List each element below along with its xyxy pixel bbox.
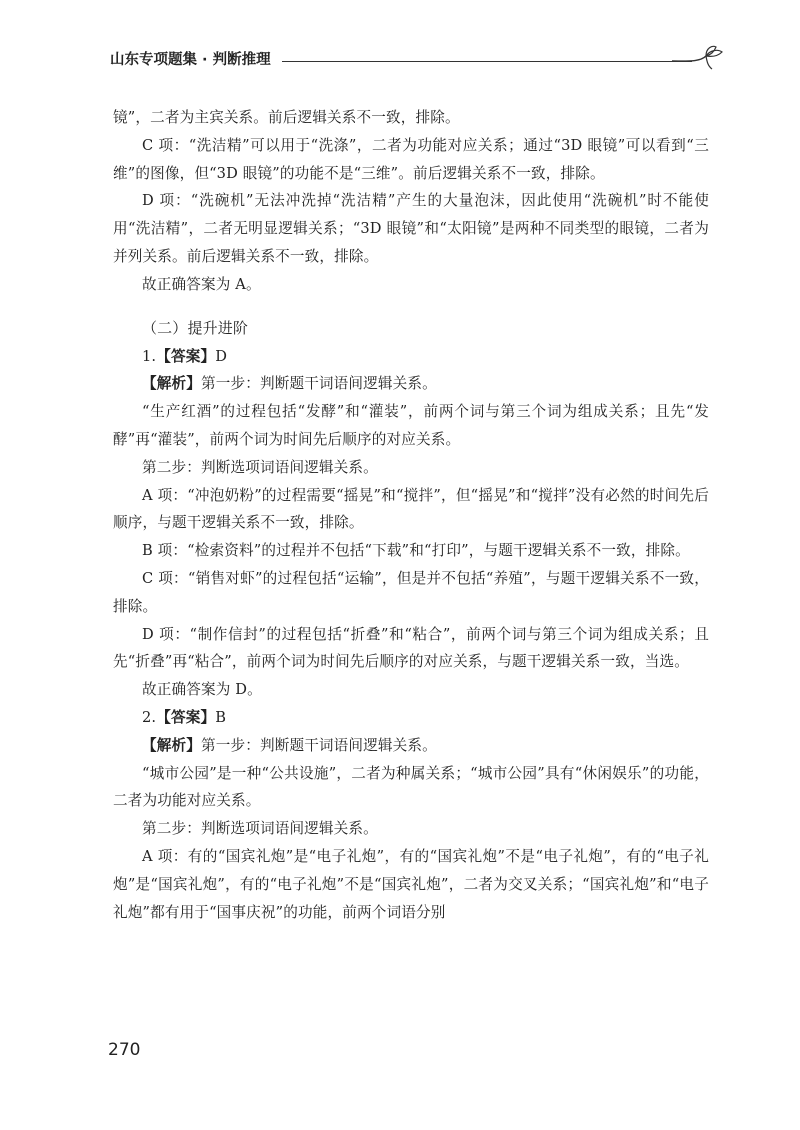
answer-tag: 【答案】: [156, 347, 216, 365]
paragraph-13: 故正确答案为 D。: [142, 681, 262, 699]
paragraph-8: 第二步：判断选项词语间逻辑关系。: [142, 458, 378, 476]
header-rule: [282, 61, 692, 62]
paragraph-2: D 项：“洗碗机”无法冲洗掉“洗洁精”产生的大量泡沫，因此使用“洗碗机”时不能使用“洗洁精”，二者无明显逻辑关系；“3D 眼镜”和“太阳镜”是两种不同类型的眼镜，二者为并列关系。前后逻辑关系不一致，排除。: [113, 192, 709, 265]
paragraph-1: C 项：“洗洁精”可以用于“洗涤”，二者为功能对应关系；通过“3D 眼镜”可以看到“三维”的图像，但“3D 眼镜”的功能不是“三维”。前后逻辑关系不一致，排除。: [113, 136, 709, 182]
analysis-line-1: 【解析】第一步：判断题干词语间逻辑关系。: [142, 375, 437, 393]
paragraph-7: “生产红酒”的过程包括“发酵”和“灌装”，前两个词与第三个词为组成关系；且先“发酵”再“灌装”，前两个词为时间先后顺序的对应关系。: [113, 403, 709, 448]
analysis-tag: 【解析】: [142, 375, 201, 393]
paragraph-0: 镜”，二者为主宾关系。前后逻辑关系不一致，排除。: [113, 109, 460, 126]
paragraph-18: A 项：有的“国宾礼炮”是“电子礼炮”，有的“国宾礼炮”不是“电子礼炮”，有的“电子礼炮”是“国宾礼炮”，有的“电子礼炮”不是“国宾礼炮”，二者为交叉关系；“国宾礼炮”和“电子礼炮”都有用于“国事庆祝”的功能，前两个词语分别: [113, 847, 709, 921]
paragraph-9: A 项：“冲泡奶粉”的过程需要“摇晃”和“搅拌”，但“摇晃”和“搅拌”没有必然的时间先后顺序，与题干逻辑关系不一致，排除。: [113, 486, 709, 532]
page-number: 270: [108, 1040, 141, 1060]
answer-line-1: 1.【答案】D: [142, 347, 228, 365]
page-body: [113, 104, 709, 926]
paragraph-17: 第二步：判断选项词语间逻辑关系。: [142, 820, 378, 838]
running-header: [110, 44, 720, 74]
answer-line-2: 2.【答案】B: [142, 708, 227, 726]
section-heading: （二）提升进阶: [142, 318, 249, 337]
analysis-line-2: 【解析】第一步：判断题干词语间逻辑关系。: [142, 736, 437, 754]
answer-tag: 【答案】: [156, 708, 216, 726]
paragraph-11: C 项：“销售对虾”的过程包括“运输”，但是并不包括“养殖”，与题干逻辑关系不一致，排除。: [113, 569, 709, 615]
paragraph-10: B 项：“检索资料”的过程并不包括“下载”和“打印”，与题干逻辑关系不一致，排除。: [142, 542, 690, 560]
analysis-tag: 【解析】: [142, 736, 201, 754]
paragraph-3: 故正确答案为 A。: [142, 275, 261, 293]
paragraph-12: D 项：“制作信封”的过程包括“折叠”和“粘合”，前两个词与第三个词为组成关系；且先“折叠”再“粘合”，前两个词为时间先后顺序的对应关系，与题干逻辑关系一致，当选。: [113, 625, 709, 671]
sprout-ornament-icon: [670, 44, 730, 74]
paragraph-16: “城市公园”是一种“公共设施”，二者为种属关系；“城市公园”具有“休闲娱乐”的功能，二者为功能对应关系。: [113, 764, 709, 810]
header-title: 山东专项题集 · 判断推理: [110, 52, 271, 68]
